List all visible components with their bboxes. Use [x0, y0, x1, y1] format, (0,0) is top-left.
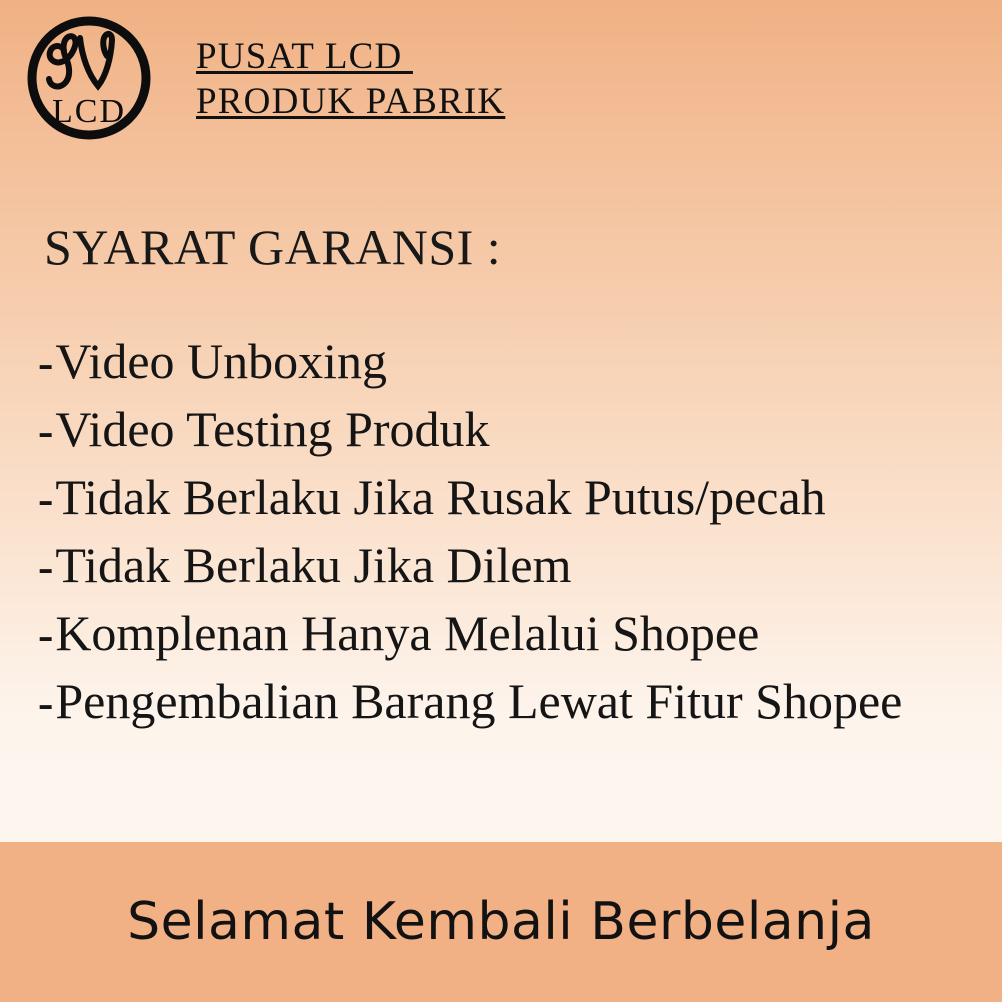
warranty-terms-list [38, 328, 988, 736]
bullet-marker: - [38, 677, 54, 728]
list-item-label: Pengembalian Barang Lewat Fitur Shopee [55, 673, 903, 729]
poster-footer [0, 842, 1002, 1002]
brand-name-block [196, 34, 505, 124]
poster-header [0, 0, 1002, 170]
circular-monogram-logo-icon [16, 12, 166, 157]
list-item [38, 600, 988, 668]
brand-line-2: PRODUK PABRIK [196, 81, 506, 123]
footer-message: Selamat Kembali Berbelanja [127, 892, 875, 952]
list-item [38, 532, 988, 600]
brand-line-1: PUSAT LCD [196, 36, 413, 77]
bullet-marker: - [38, 473, 54, 524]
list-item-label: Tidak Berlaku Jika Dilem [55, 537, 572, 593]
bullet-marker: - [38, 405, 54, 456]
list-item-label: Tidak Berlaku Jika Rusak Putus/pecah [55, 469, 826, 525]
list-item-label: Komplenan Hanya Melalui Shopee [55, 605, 760, 661]
list-item [38, 396, 988, 464]
page-title: SYARAT GARANSI : [44, 219, 502, 275]
bullet-marker: - [38, 541, 54, 592]
list-item-label: Video Unboxing [55, 333, 388, 389]
list-item-label: Video Testing Produk [55, 401, 490, 457]
bullet-marker: - [38, 337, 54, 388]
list-item [38, 328, 988, 396]
list-item [38, 464, 988, 532]
bullet-marker: - [38, 609, 54, 660]
svg-text:LCD: LCD [52, 93, 126, 130]
brand-logo [16, 12, 166, 157]
list-item [38, 668, 988, 736]
